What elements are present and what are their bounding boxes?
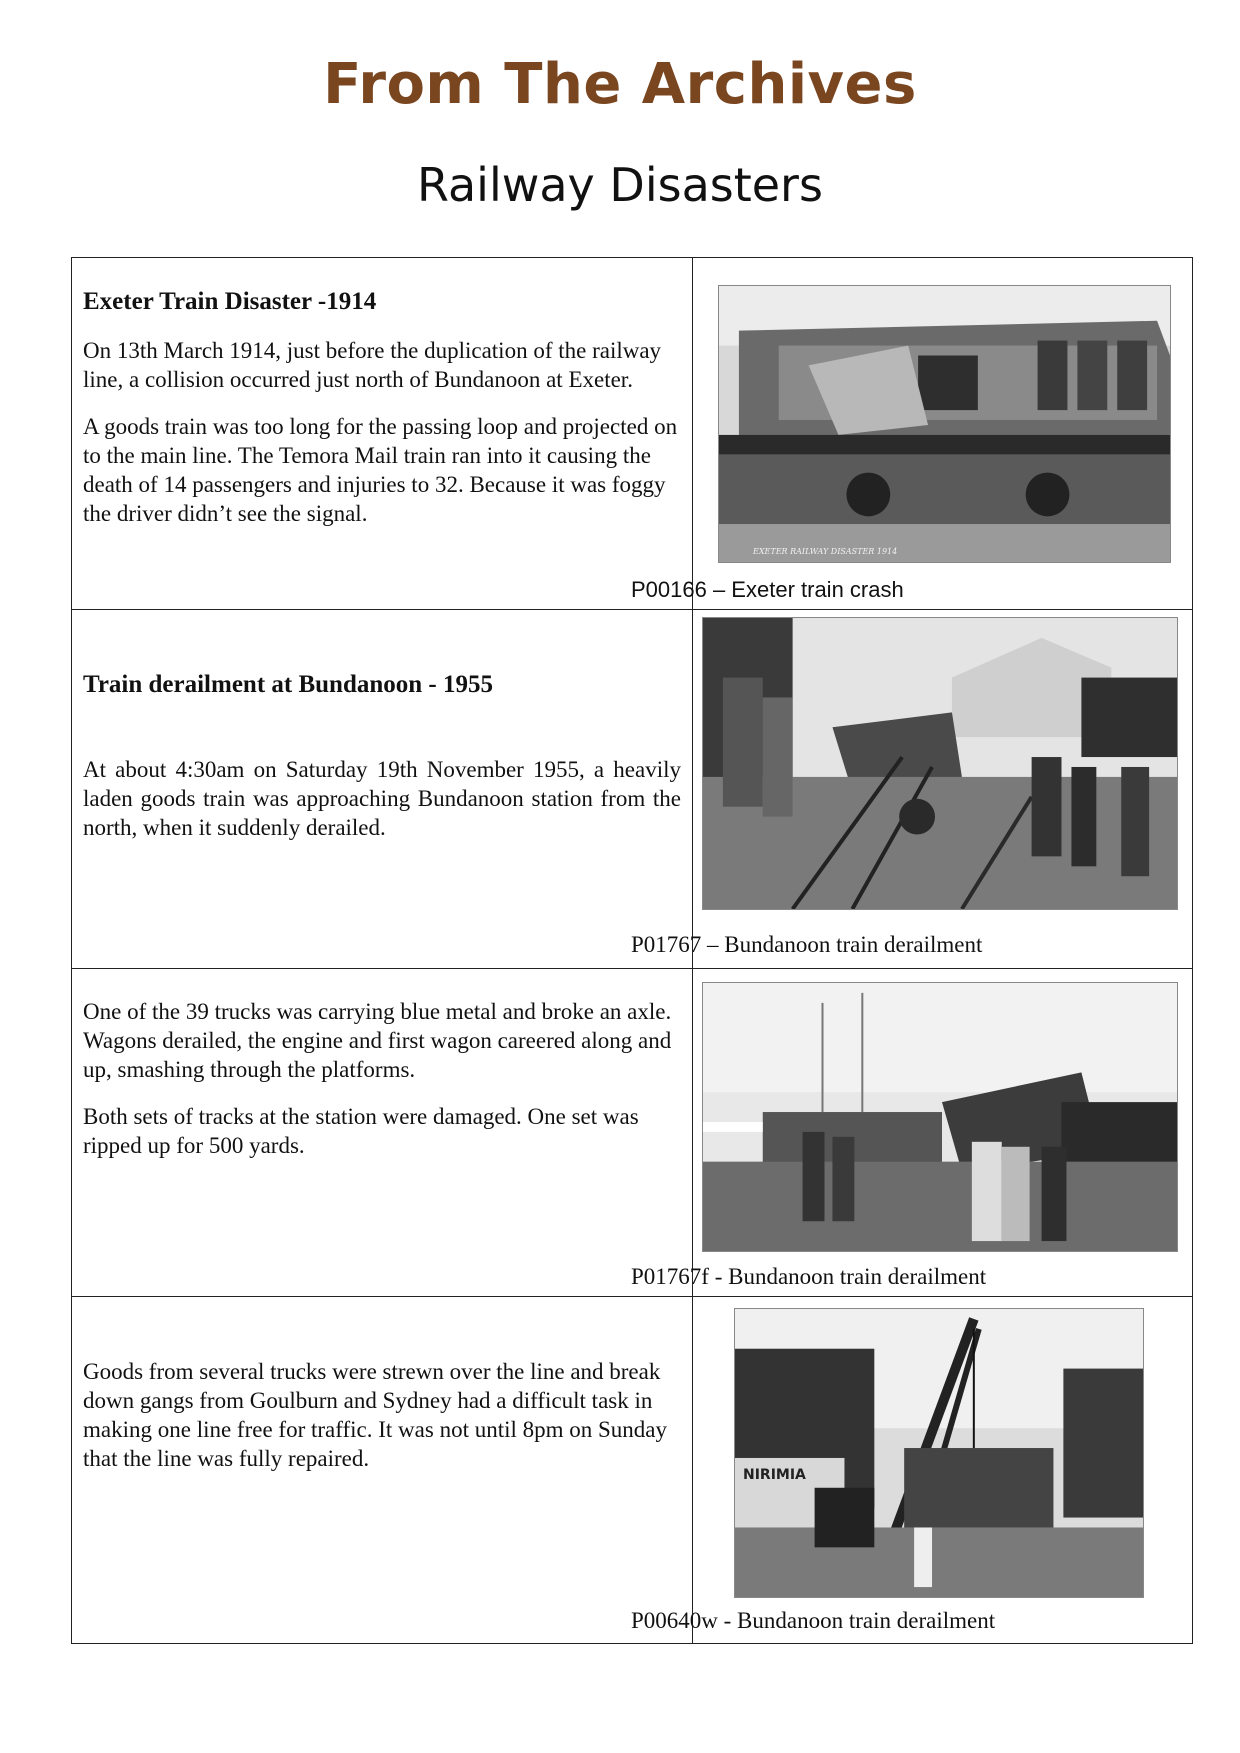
photo-sign-text: NIRIMIA [743, 1467, 806, 1483]
caption-p00166: P00166 – Exeter train crash [631, 577, 904, 602]
exeter-crash-photo [718, 285, 1171, 563]
row-1-paragraph-2: A goods train was too long for the passing loop and projected on to the main line. The Temora Mail train ran into it causing the death of 14 passengers and injuries to 32. Because it was foggy the driver didn’t see the signal. [83, 414, 678, 526]
row-4-text [83, 1357, 681, 1473]
row-divider [72, 609, 1192, 610]
row-2-paragraph-1: At about 4:30am on Saturday 19th November 1955, a heavily laden goods train was approaching Bundanoon station from the north, when it suddenly derailed. [83, 757, 681, 840]
row-1-text [83, 288, 681, 528]
bundanoon-derailment-photo-2 [702, 982, 1178, 1252]
row-4-paragraph-1: Goods from several trucks were strewn over the line and break down gangs from Goulburn and Sydney had a difficult task in making one line free for traffic. It was not until 8pm on Sunday that the line was fully repaired. [83, 1359, 668, 1471]
caption-p01767: P01767 – Bundanoon train derailment [631, 932, 983, 957]
page-title: From The Archives [323, 52, 917, 117]
caption-p01767f: P01767f - Bundanoon train derailment [631, 1264, 987, 1289]
row-3-paragraph-2: Both sets of tracks at the station were damaged. One set was ripped up for 500 yards. [83, 1104, 639, 1158]
row-2-heading: Train derailment at Bundanoon - 1955 [83, 671, 493, 698]
page-subtitle: Railway Disasters [417, 158, 823, 212]
row-1-heading: Exeter Train Disaster -1914 [83, 288, 377, 315]
caption-p00640w: P00640w - Bundanoon train derailment [631, 1608, 996, 1633]
bundanoon-derailment-photo-1 [702, 617, 1178, 910]
row-divider [72, 968, 1192, 969]
row-divider [72, 1296, 1192, 1297]
row-3-text [83, 997, 681, 1160]
bundanoon-crane-photo [734, 1308, 1144, 1598]
row-3-paragraph-1: One of the 39 trucks was carrying blue metal and broke an axle. Wagons derailed, the engine and first wagon careered along and up, smashing through the platforms. [83, 999, 672, 1082]
row-2-text [83, 671, 681, 842]
row-1-paragraph-1: On 13th March 1914, just before the duplication of the railway line, a collision occurred just north of Bundanoon at Exeter. [83, 338, 662, 392]
photo-inscription: EXETER RAILWAY DISASTER 1914 [753, 547, 898, 556]
